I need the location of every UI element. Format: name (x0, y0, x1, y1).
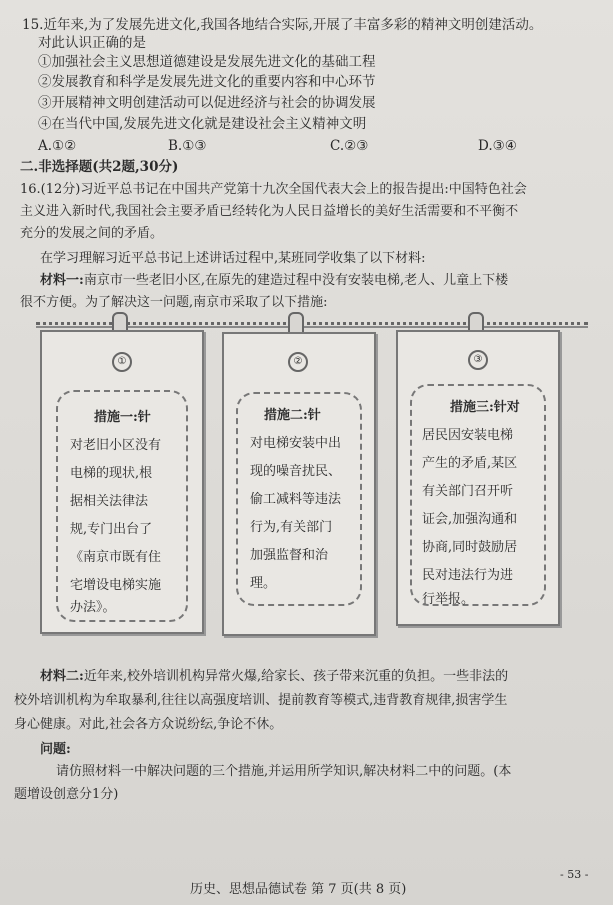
material2-line2: 校外培训机构为牟取暴利,往往以高强度培训、提前教育等模式,违背教育规律,损害学生 (14, 693, 508, 708)
q15-option-4: ④在当代中国,发展先进文化就是建设社会主义精神文明 (38, 116, 367, 132)
tag1-line-3: 电梯的现状,根 (70, 466, 153, 481)
tag1-line-5: 规,专门出台了 (70, 522, 153, 537)
tag3-line-6: 协商,同时鼓励居 (422, 540, 518, 555)
material2-label: 材料二: (40, 669, 84, 684)
tag1-line-7: 宅增设电梯实施 (70, 578, 162, 593)
tag2-line-5: 行为,有关部门 (250, 520, 333, 535)
tag2-line-3: 现的噪音扰民、 (250, 464, 342, 479)
q15-choice-c: C.②③ (330, 138, 369, 154)
q15-option-3: ③开展精神文明创建活动可以促进经济与社会的协调发展 (38, 95, 376, 111)
tag2-line-4: 偷工减料等违法 (250, 492, 342, 507)
tag2-line-7: 理。 (250, 576, 277, 591)
q16-line3: 充分的发展之间的矛盾。 (20, 226, 164, 241)
q15-choice-a: A.①② (38, 138, 77, 154)
measure-tag-1 (40, 330, 204, 634)
tag1-line-4: 据相关法律法 (70, 494, 149, 509)
question-line1: 请仿照材料一中解决问题的三个措施,并运用所学知识,解决材料二中的问题。(本 (56, 764, 512, 779)
tag2-number: ② (288, 352, 308, 372)
tag3-line-7: 民对违法行为进 (422, 568, 514, 583)
material2-line1: 近年来,校外培训机构异常火爆,给家长、孩子带来沉重的负担。一些非法的 (83, 669, 509, 684)
tag1-line-6: 《南京市既有住 (70, 550, 162, 565)
question-line2: 题增设创意分1分) (14, 787, 119, 802)
q15-option-1: ①加强社会主义思想道德建设是发展先进文化的基础工程 (38, 54, 376, 70)
question-label: 问题: (40, 742, 71, 757)
tag3-number: ③ (468, 350, 488, 370)
tag3-line-2: 居民因安装电梯 (422, 428, 514, 443)
tag3-line-1: 措施三:针对 (450, 400, 520, 415)
tag3-line-4: 有关部门召开听 (422, 484, 514, 499)
q15-choice-b: B.①③ (168, 138, 207, 154)
tag2-line-2: 对电梯安装中出 (250, 436, 342, 451)
tag3-line-5: 证会,加强沟通和 (422, 512, 518, 527)
q15-option-2: ②发展教育和科学是发展先进文化的重要内容和中心环节 (38, 74, 376, 90)
q16-line4: 在学习理解习近平总书记上述讲话过程中,某班同学收集了以下材料: (40, 251, 426, 266)
measure-tag-3 (396, 330, 560, 626)
q16-line2: 主义进入新时代,我国社会主要矛盾已经转化为人民日益增长的美好生活需要和不平衡不 (20, 204, 519, 219)
tag2-line-6: 加强监督和治 (250, 548, 329, 563)
material1-line2: 很不方便。为了解决这一问题,南京市采取了以下措施: (20, 295, 328, 310)
material2-line3: 身心健康。对此,社会各方众说纷纭,争论不休。 (14, 717, 283, 732)
section2-title: 二.非选择题(共2题,30分) (20, 159, 179, 175)
tag1-line-8: 办法》。 (70, 600, 116, 615)
tag1-line-1: 措施一:针 (94, 410, 151, 425)
tag1-number: ① (112, 352, 132, 372)
material1-line1: 南京市一些老旧小区,在原先的建造过程中没有安装电梯,老人、儿童上下楼 (83, 273, 509, 288)
q15-choice-d: D.③④ (478, 138, 517, 154)
tag3-line-8: 行举报。 (422, 592, 475, 607)
tag1-line-2: 对老旧小区没有 (70, 438, 162, 453)
q15-stem-line2: 对此认识正确的是 (38, 35, 146, 51)
tag3-line-3: 产生的矛盾,某区 (422, 456, 518, 471)
page-number: - 53 - (560, 868, 589, 881)
q16-line1: 16.(12分)习近平总书记在中国共产党第十九次全国代表大会上的报告提出:中国特色社会 (20, 182, 527, 197)
measure-tag-2 (222, 332, 376, 636)
q15-stem-line1: 15.近年来,为了发展先进文化,我国各地结合实际,开展了丰富多彩的精神文明创建活动。 (22, 17, 543, 33)
material1-label: 材料一: (40, 273, 84, 288)
footer-title: 历史、思想品德试卷 第 7 页(共 8 页) (190, 882, 407, 897)
tag2-line-1: 措施二:针 (264, 408, 321, 423)
